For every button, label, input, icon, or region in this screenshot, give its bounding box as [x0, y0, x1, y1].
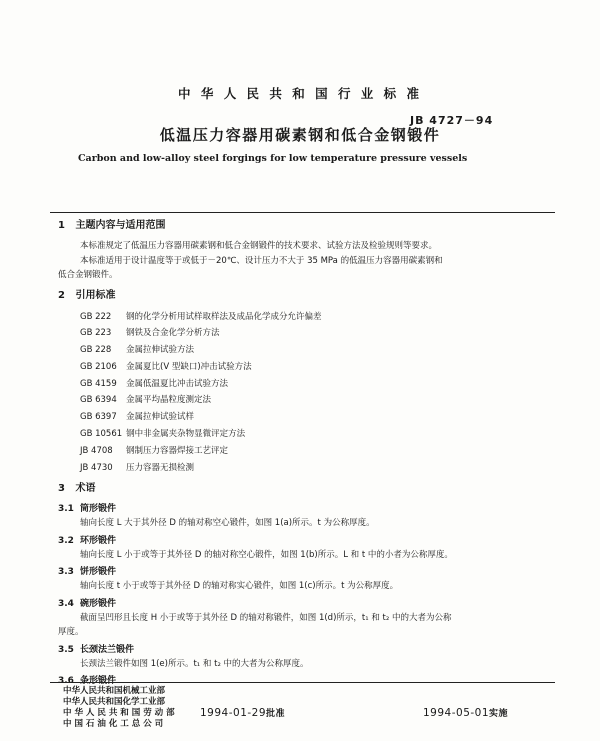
- reference-item: [80, 376, 528, 393]
- term-heading: [58, 597, 528, 611]
- reference-code: GB 222: [80, 311, 112, 322]
- issuing-authorities: [63, 686, 175, 730]
- title-english: Carbon and low-alloy steel forgings for low temperature pressure vessels: [78, 153, 468, 164]
- term-number: 3.1: [58, 504, 74, 515]
- implementation-date: [423, 706, 508, 719]
- term-number: 3.3: [58, 567, 74, 578]
- reference-item: [80, 443, 528, 460]
- reference-list: [80, 309, 528, 477]
- reference-name: 钢中非金属夹杂物显微评定方法: [126, 429, 246, 440]
- term-number: 3.5: [58, 644, 74, 655]
- reference-name: 压力容器无损检测: [126, 462, 195, 473]
- reference-name: 钢制压力容器焊接工艺评定: [126, 445, 229, 456]
- term-heading: [58, 534, 528, 548]
- reference-item: [80, 409, 528, 426]
- section-title: 术语: [75, 483, 96, 495]
- reference-code: GB 10561: [80, 429, 123, 440]
- term-heading: [58, 643, 528, 657]
- term-definition: 轴向长度 L 小于或等于其外径 D 的轴对称空心锻件，如图 1(b)所示。L 和 t 中的小者为公称厚度。: [80, 549, 453, 560]
- approval-date-value: 1994-01-29: [200, 707, 267, 719]
- reference-code: GB 6397: [80, 412, 117, 423]
- reference-item: [80, 325, 528, 342]
- reference-code: GB 2106: [80, 361, 117, 372]
- reference-name: 钢铁及合金化学分析方法: [126, 328, 220, 339]
- reference-name: 金属平均晶粒度测定法: [126, 395, 212, 406]
- bottom-divider: [50, 682, 555, 683]
- implementation-label: 实施: [489, 709, 509, 719]
- term-definition: 轴向长度 L 大于其外径 D 的轴对称空心锻件，如图 1(a)所示。t 为公称厚度。: [80, 518, 375, 529]
- paragraph: 本标准适用于设计温度等于或低于－20℃、设计压力不大于 35 MPa 的低温压力容器用碳素钢和: [80, 255, 443, 266]
- section-heading: [58, 289, 528, 303]
- standard-category: 中 华 人 民 共 和 国 行 业 标 准: [177, 86, 423, 101]
- section-title: 主题内容与适用范围: [75, 220, 166, 231]
- issuer: 中华人民共和国化学工业部: [63, 697, 166, 707]
- term-name: 饼形锻件: [80, 567, 117, 578]
- term-name: 碗形锻件: [80, 598, 117, 609]
- standard-number: JB 4727－94: [410, 114, 494, 127]
- reference-code: JB 4708: [80, 445, 113, 456]
- reference-item: [80, 309, 528, 326]
- term-definition: 截面呈凹形且长度 H 小于或等于其外径 D 的轴对称锻件，如图 1(d)所示，t₁ 和 t₂ 中的大者为公称: [80, 612, 452, 623]
- reference-item: [80, 342, 528, 359]
- term-definition: 长颈法兰锻件如图 1(e)所示。t₁ 和 t₂ 中的大者为公称厚度。: [80, 658, 309, 669]
- document-body: [58, 213, 528, 688]
- issuer: 中 国 石 油 化 工 总 公 司: [63, 719, 164, 729]
- term-number: 3.4: [58, 598, 74, 609]
- section-heading: [58, 482, 528, 496]
- reference-item: [80, 359, 528, 376]
- title-chinese: 低温压力容器用碳素钢和低合金钢锻件: [159, 126, 441, 144]
- reference-item: [80, 460, 528, 477]
- approval-label: 批准: [266, 709, 286, 719]
- paragraph-continuation: 低合金钢锻件。: [58, 270, 118, 280]
- reference-code: GB 4159: [80, 378, 117, 389]
- term-heading: [58, 565, 528, 579]
- section-number: 1: [58, 220, 65, 231]
- reference-name: 金属低温夏比冲击试验方法: [126, 378, 229, 389]
- implementation-date-value: 1994-05-01: [423, 707, 490, 719]
- paragraph: 本标准规定了低温压力容器用碳素钢和低合金钢锻件的技术要求、试验方法及检验规则等要求。: [80, 241, 438, 251]
- issuer: 中华人民共和国机械工业部: [63, 686, 166, 696]
- term-number: 3.6: [58, 676, 74, 687]
- term-name: 环形锻件: [80, 535, 117, 546]
- term-heading: [58, 502, 528, 516]
- reference-name: 金属拉伸试验试样: [126, 412, 195, 423]
- reference-item: [80, 426, 528, 443]
- term-name: 长颈法兰锻件: [80, 644, 135, 655]
- reference-code: GB 6394: [80, 395, 117, 406]
- term-name: 筒形锻件: [80, 504, 117, 515]
- reference-name: 金属拉伸试验方法: [126, 345, 195, 356]
- section-number: 3: [58, 483, 65, 495]
- section-number: 2: [58, 289, 65, 301]
- issuer: 中 华 人 民 共 和 国 劳 动 部: [63, 708, 175, 718]
- section-heading: [58, 219, 528, 233]
- reference-item: [80, 392, 528, 409]
- reference-code: JB 4730: [80, 462, 113, 473]
- reference-name: 金属夏比(V 型缺口)冲击试验方法: [126, 361, 252, 372]
- term-definition: 轴向长度 t 小于或等于其外径 D 的轴对称实心锻件，如图 1(c)所示。t 为公称厚度。: [80, 581, 399, 592]
- reference-code: GB 223: [80, 328, 112, 339]
- term-name: 条形锻件: [80, 676, 117, 687]
- reference-name: 钢的化学分析用试样取样法及成品化学成分允许偏差: [126, 311, 322, 322]
- approval-date: [200, 706, 285, 719]
- term-definition-continuation: 厚度。: [58, 627, 84, 638]
- reference-code: GB 228: [80, 345, 112, 356]
- section-title: 引用标准: [75, 289, 116, 301]
- term-number: 3.2: [58, 535, 74, 546]
- footer: [0, 684, 600, 741]
